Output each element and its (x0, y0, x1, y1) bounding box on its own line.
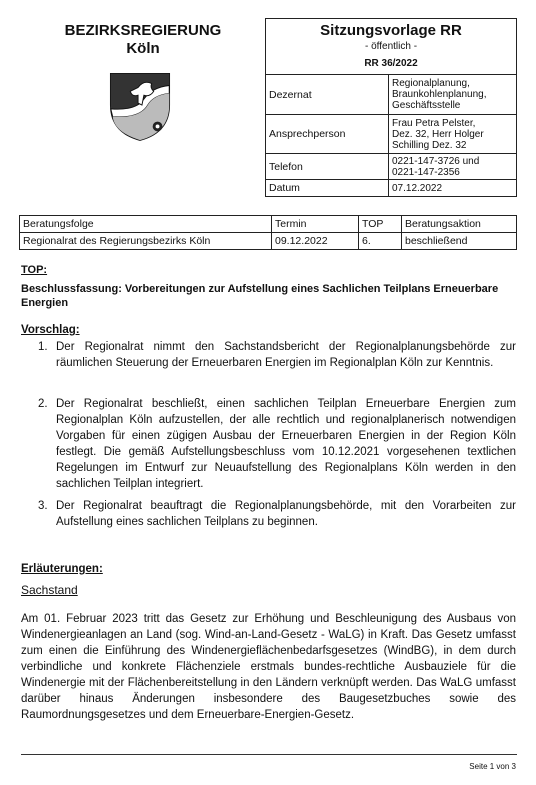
cell-aktion: beschließend (402, 233, 517, 250)
coat-of-arms-icon (101, 66, 179, 144)
beratung-table (19, 215, 517, 250)
dezernat-label: Dezernat (266, 75, 389, 115)
list-item (38, 498, 516, 530)
list-item (38, 339, 516, 371)
contact-label: Ansprechperson (266, 115, 389, 154)
list-item-number: 2. (38, 398, 48, 410)
sachstand-paragraph: Am 01. Februar 2023 tritt das Gesetz zur Erhöhung und Beschleunigung des Ausbaus von Windenergieanlagen an Land (sog. Wind-an-Land-Gesetz - WaLG) in Kraft. Das Gesetz umfasst zum einen die Einführung des Windenergieflächenbedarfsgesetzes (WindBG), in dem durch verbindliche und konkrete Flächenziele erstmals bundes-rechtliche Ausbauziele für die Windenergie mit der Flächenbereitstellung in den Ländern verknüpft werden. Das WaLG umfasst darüber hinaus Änderungen insbesondere des Baugesetzbuches sowie des Raumordnungsgesetzes und dem Erneuerbare-Energien-Gesetz. (21, 613, 516, 721)
col-header-termin: Termin (272, 216, 359, 233)
authority-name (52, 22, 234, 58)
phone-line: 0221-147-3726 und (392, 155, 480, 167)
top-label: TOP: (21, 264, 48, 276)
authority-line-2: Köln (126, 40, 160, 57)
vorschlag-heading: Vorschlag: (21, 324, 80, 336)
list-item-text: Der Regionalrat nimmt den Sachstandsbericht der Regionalplanungsbehörde zur räumlichen Steuerung der Erneuerbaren Energien im Regionalplan Köln zur Kenntnis. (56, 341, 516, 369)
page-number: Seite 1 von 3 (469, 762, 516, 771)
date-value: 07.12.2022 (389, 180, 517, 197)
authority-line-1: BEZIRKSREGIERUNG (64, 22, 222, 39)
phone-line: 0221-147-2356 (392, 166, 460, 178)
list-item-text: Der Regionalrat beauftragt die Regionalplanungsbehörde, mit den Vorarbeiten zur Aufstellung eines sachlichen Teilplans zu beginnen. (56, 500, 516, 528)
list-item-number: 3. (38, 500, 48, 512)
erlaeuterungen-heading: Erläuterungen: (21, 563, 103, 575)
vorlage-visibility: - öffentlich - (364, 41, 418, 52)
dezernat-line: Regionalplanung, (392, 78, 470, 89)
dezernat-line: Geschäftsstelle (392, 100, 461, 111)
contact-line: Schilling Dez. 32 (392, 139, 467, 151)
contact-line: Frau Petra Pelster, (392, 117, 476, 129)
contact-line: Dez. 32, Herr Holger (392, 128, 484, 140)
table-row (20, 233, 517, 250)
footer-divider (21, 754, 517, 755)
list-item-text: Der Regionalrat beschließt, einen sachlichen Teilplan Erneuerbare Energien zum Regionalplan Köln aufzustellen, der alle rechtlich und regionalplanerisch notwendigen Vorgaben für einen zügigen Ausbau der Erneuerbaren Energien in der Region Köln festlegt. Die gemäß Aufstellungsbeschluss vom 10.12.2021 vorgesehenen textlichen Regelungen im Entwurf zur Neuaufstellung des Regionalplans Köln werden in den sachlichen Teilplan integriert. (56, 398, 516, 490)
top-title: Beschlussfassung: Vorbereitungen zur Aufstellung eines Sachlichen Teilplans Erneuerbare Energien (21, 283, 499, 309)
vorlage-header-cell (266, 19, 517, 75)
beratung-header-row (20, 216, 517, 233)
phone-label: Telefon (266, 154, 389, 180)
vorlage-number: RR 36/2022 (364, 58, 418, 69)
list-item (38, 396, 516, 492)
list-item-number: 1. (38, 341, 48, 353)
dezernat-line: Braunkohlenplanung, (392, 89, 487, 100)
date-label: Datum (266, 180, 389, 197)
contact-value (389, 115, 517, 154)
dezernat-value (389, 75, 517, 115)
col-header-top: TOP (359, 216, 402, 233)
cell-termin: 09.12.2022 (272, 233, 359, 250)
col-header-aktion: Beratungsaktion (402, 216, 517, 233)
vorlage-title: Sitzungsvorlage RR (320, 22, 462, 39)
col-header-beratungsfolge: Beratungsfolge (20, 216, 272, 233)
cell-top: 6. (359, 233, 402, 250)
cell-gremium: Regionalrat des Regierungsbezirks Köln (20, 233, 272, 250)
phone-value (389, 154, 517, 180)
vorlage-info-table (265, 18, 517, 197)
sachstand-heading: Sachstand (21, 583, 78, 597)
